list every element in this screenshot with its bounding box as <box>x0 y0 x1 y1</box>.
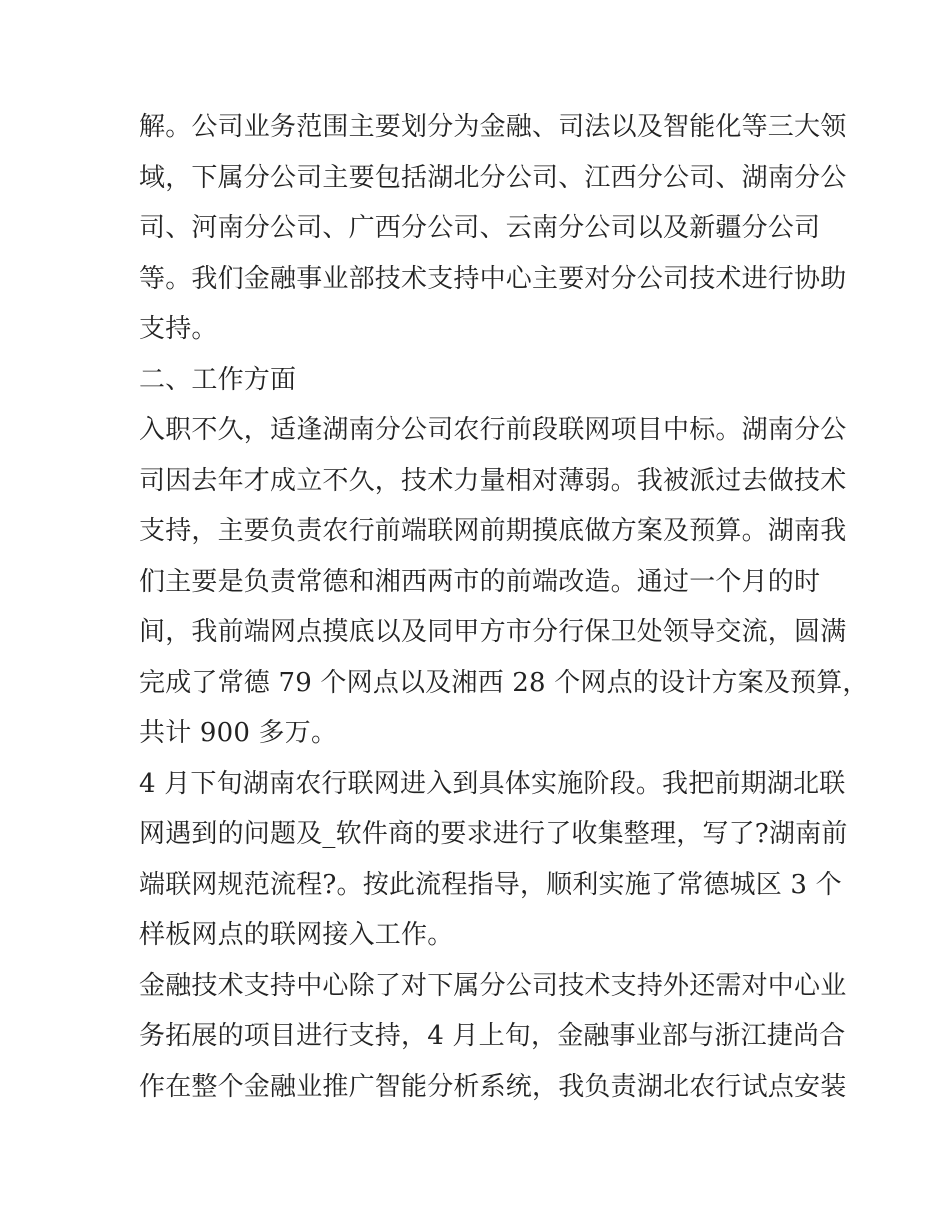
text-line: 解。公司业务范围主要划分为金融、司法以及智能化等三大领 <box>139 112 847 142</box>
text-line: 间，我前端网点摸底以及同甲方市分行保卫处领导交流，圆满 <box>139 617 847 647</box>
text-line: 域，下属分公司主要包括湖北分公司、江西分公司、湖南分公 <box>139 162 847 193</box>
text-line: 支持。 <box>139 314 218 344</box>
text-line: 共计 900 多万。 <box>139 718 338 748</box>
text-line: 4 月下旬湖南农行联网进入到具体实施阶段。我把前期湖北联 <box>139 768 846 799</box>
document-body <box>139 102 869 1112</box>
text-line: 端联网规范流程?。按此流程指导，顺利实施了常德城区 3 个 <box>139 869 842 900</box>
text-line: 务拓展的项目进行支持，4 月上旬，金融事业部与浙江捷尚合 <box>139 1021 846 1051</box>
text-line: 作在整个金融业推广智能分析系统，我负责湖北农行试点安装 <box>139 1071 847 1102</box>
text-line: 司、河南分公司、广西分公司、云南分公司以及新疆分公司 <box>139 213 821 243</box>
text-line: 司因去年才成立不久，技术力量相对薄弱。我被派过去做技术 <box>139 465 847 496</box>
text-line: 样板网点的联网接入工作。 <box>139 920 454 950</box>
text-line: 网遇到的问题及_软件商的要求进行了收集整理，写了?湖南前 <box>139 819 848 849</box>
section-heading: 二、工作方面 <box>139 364 297 395</box>
text-line: 们主要是负责常德和湘西两市的前端改造。通过一个月的时 <box>139 566 821 597</box>
text-line: 金融技术支持中心除了对下属分公司技术支持外还需对中心业 <box>139 970 847 1001</box>
text-line: 完成了常德 79 个网点以及湘西 28 个网点的设计方案及预算， <box>139 667 869 698</box>
text-line: 入职不久，适逢湖南分公司农行前段联网项目中标。湖南分公 <box>139 415 847 445</box>
text-line: 支持，主要负责农行前端联网前期摸底做方案及预算。湖南我 <box>139 516 847 546</box>
text-line: 等。我们金融事业部技术支持中心主要对分公司技术进行协助 <box>139 263 847 294</box>
